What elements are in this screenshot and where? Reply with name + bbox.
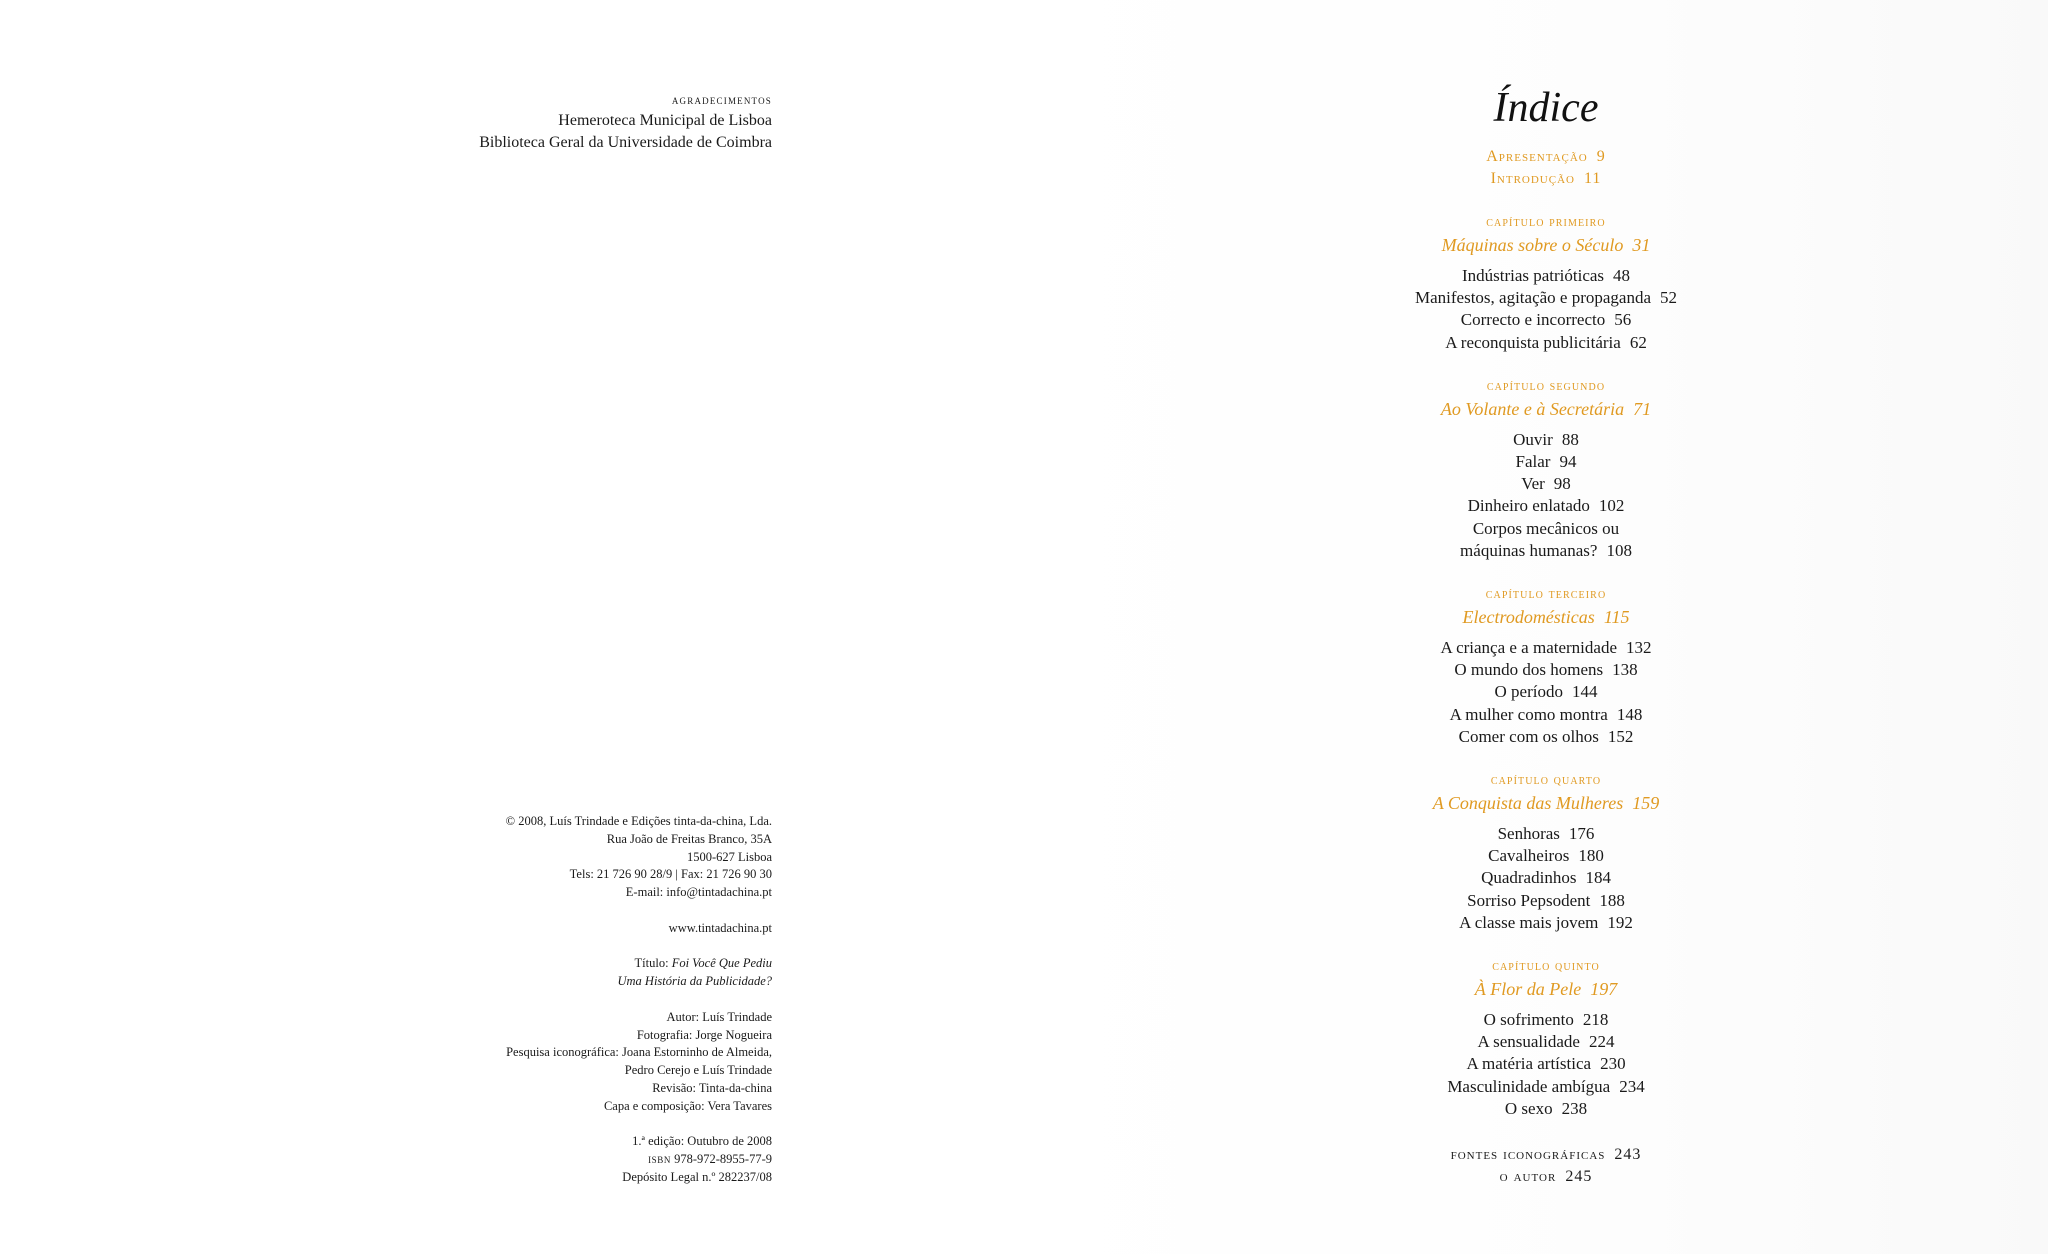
acknowledgements-title: agradecimentos	[671, 92, 772, 107]
front-matter-entry-label: Apresentação	[1486, 148, 1588, 165]
chapter-block	[1346, 771, 1746, 934]
page-number: 144	[1571, 682, 1598, 702]
back-matter-entry	[1346, 1144, 1746, 1166]
toc-entry	[1346, 287, 1746, 309]
page-number: 56	[1614, 310, 1632, 330]
chapter-block	[1346, 585, 1746, 748]
chapter-label: capítulo primeiro	[1486, 215, 1606, 230]
page-number: 31	[1632, 235, 1651, 255]
toc-entry	[1346, 637, 1746, 659]
toc-entry-label: A classe mais jovem	[1459, 912, 1599, 932]
colophon	[506, 813, 772, 1187]
chapter-title	[1346, 397, 1746, 421]
back-matter-entry	[1346, 1166, 1746, 1188]
page-number: 243	[1614, 1146, 1642, 1164]
isbn-label: isbn	[648, 1152, 671, 1167]
toc-entry	[1346, 1053, 1746, 1075]
page-number: 94	[1559, 452, 1577, 472]
phone-line: Tels: 21 726 90 28/9 | Fax: 21 726 90 30	[569, 867, 772, 882]
toc-entry	[1346, 1076, 1746, 1098]
toc-entry	[1346, 659, 1746, 681]
research-line: Pesquisa iconográfica: Joana Estorninho de Almeida,	[506, 1045, 772, 1060]
page-number: 192	[1607, 912, 1633, 932]
toc-entry	[1346, 518, 1746, 540]
chapter-title-text: Ao Volante e à Secretária	[1440, 398, 1625, 419]
toc-entry-label: Indústrias patrióticas	[1461, 266, 1605, 285]
page-number: 224	[1588, 1032, 1615, 1052]
chapter-label: capítulo segundo	[1486, 378, 1606, 394]
toc-entry-label: Ver	[1521, 474, 1545, 494]
page-number: 184	[1585, 868, 1611, 888]
copyright-line: © 2008, Luís Trindade e Edições tinta-da-china, Lda.	[505, 814, 772, 828]
page-number: 159	[1632, 793, 1660, 814]
page-number: 52	[1660, 288, 1678, 308]
address-line: Rua João de Freitas Branco, 35A	[606, 831, 772, 846]
page-number: 71	[1633, 398, 1652, 419]
page-number: 180	[1578, 846, 1604, 866]
book-title-part-2: Uma História da Publicidade?	[617, 974, 772, 989]
chapter-block	[1346, 957, 1746, 1120]
toc-entry	[1346, 726, 1746, 748]
toc-entry-label: O período	[1494, 682, 1563, 702]
toc-entry	[1346, 451, 1746, 473]
toc-entry	[1346, 309, 1746, 331]
chapter-label: capítulo quinto	[1492, 959, 1600, 975]
acknowledgements	[479, 90, 772, 154]
page-number: 238	[1561, 1098, 1588, 1118]
page-number: 9	[1596, 148, 1606, 165]
page-number: 62	[1629, 332, 1647, 352]
author-line: Autor: Luís Trindade	[666, 1009, 772, 1024]
toc-entry-label: Dinheiro enlatado	[1467, 496, 1590, 516]
back-matter-label: o autor	[1499, 1168, 1557, 1186]
toc-entry-label: Correcto e incorrecto	[1460, 310, 1606, 330]
toc-entry-label: Manifestos, agitação e propaganda	[1414, 288, 1652, 308]
back-matter	[1346, 1144, 1746, 1188]
toc-entry-label: Comer com os olhos	[1458, 726, 1599, 746]
toc-entry	[1346, 1031, 1746, 1053]
chapter-label: capítulo quarto	[1490, 773, 1602, 789]
toc-entry	[1346, 265, 1746, 287]
book-title-part-1: Foi Você Que Pediu	[671, 956, 772, 971]
isbn-line	[506, 1151, 772, 1169]
toc-entry-label: A sensualidade	[1477, 1032, 1580, 1052]
toc-entry	[1346, 867, 1746, 889]
front-matter-entry	[1346, 146, 1746, 168]
toc-entry-label: Quadradinhos	[1481, 868, 1577, 888]
toc-entry	[1346, 912, 1746, 934]
toc-entry	[1346, 704, 1746, 726]
cover-line: Capa e composição: Vera Tavares	[603, 1098, 772, 1113]
chapter-title	[1346, 791, 1746, 815]
website-line: www.tintadachina.pt	[668, 920, 772, 935]
toc-entry	[1346, 1009, 1746, 1031]
page-number: 102	[1598, 496, 1625, 516]
toc-entry-label: máquinas humanas?	[1460, 540, 1598, 560]
toc-entry-label: Falar	[1515, 452, 1551, 472]
email-line: E-mail: info@tintadachina.pt	[625, 885, 772, 900]
toc-entry-label: O sofrimento	[1483, 1010, 1574, 1030]
back-matter-label: fontes iconográficas	[1450, 1146, 1606, 1164]
isbn-value: 978-972-8955-77-9	[674, 1152, 772, 1167]
chapter-title	[1346, 233, 1746, 257]
book-title-line	[506, 955, 772, 973]
toc-entry-label: Senhoras	[1497, 824, 1560, 844]
page-number: 108	[1606, 540, 1632, 560]
chapter-title-text: À Flor da Pele	[1474, 979, 1582, 1000]
toc-entry-label: A matéria artística	[1466, 1054, 1592, 1074]
legal-deposit-line: Depósito Legal n.º 282237/08	[622, 1169, 772, 1184]
chapters	[1346, 213, 1746, 1120]
address-line: 1500-627 Lisboa	[686, 849, 772, 864]
toc-entry	[1346, 890, 1746, 912]
page-number: 48	[1613, 266, 1631, 285]
toc-entry-label: Cavalheiros	[1488, 846, 1570, 866]
index-title: Índice	[1493, 85, 1599, 131]
page-number: 234	[1619, 1076, 1645, 1096]
page-number: 148	[1616, 704, 1643, 724]
chapter-title-text: Electrodomésticas	[1462, 607, 1595, 628]
book-title-label: Título:	[634, 956, 669, 971]
chapter-title-text: Máquinas sobre o Século	[1441, 235, 1624, 255]
toc-entry	[1346, 845, 1746, 867]
chapter-block	[1346, 213, 1746, 354]
page-number: 176	[1568, 824, 1595, 844]
chapter-title-text: A Conquista das Mulheres	[1432, 793, 1624, 814]
page-number: 115	[1603, 607, 1630, 628]
page-number: 218	[1582, 1010, 1609, 1030]
page-number: 98	[1553, 474, 1571, 494]
front-matter-entry	[1346, 168, 1746, 190]
edition-line: 1.ª edição: Outubro de 2008	[632, 1134, 772, 1149]
acknowledgement-line: Hemeroteca Municipal de Lisboa	[558, 112, 772, 129]
toc-entry-label: O sexo	[1504, 1098, 1553, 1118]
toc-entry-label: Ouvir	[1513, 429, 1553, 449]
page-number: 245	[1565, 1168, 1593, 1186]
toc-entry-label: A reconquista publicitária	[1445, 332, 1621, 352]
page-number: 88	[1561, 429, 1579, 449]
toc-entry-label: O mundo dos homens	[1454, 660, 1604, 680]
page-number: 230	[1600, 1054, 1626, 1074]
toc-entry-label: Corpos mecânicos ou	[1472, 518, 1620, 538]
chapter-label: capítulo terceiro	[1485, 587, 1607, 603]
toc-entry	[1346, 1098, 1746, 1120]
toc-entry	[1346, 495, 1746, 517]
front-matter-entry-label: Introdução	[1490, 170, 1575, 187]
chapter-block	[1346, 377, 1746, 562]
toc-entry-label: Masculinidade ambígua	[1447, 1076, 1611, 1096]
revision-line: Revisão: Tinta-da-china	[652, 1080, 772, 1095]
toc-entry	[1346, 473, 1746, 495]
page-number: 138	[1612, 660, 1638, 680]
acknowledgement-line: Biblioteca Geral da Universidade de Coimbra	[479, 134, 772, 151]
toc-entry	[1346, 681, 1746, 703]
toc-entry	[1346, 332, 1746, 354]
page-number: 11	[1583, 170, 1602, 187]
chapter-title	[1346, 605, 1746, 629]
toc-entry	[1346, 429, 1746, 451]
page-number: 152	[1607, 726, 1634, 746]
page-number: 197	[1590, 979, 1618, 1000]
photography-line: Fotografia: Jorge Nogueira	[636, 1027, 772, 1042]
table-of-contents	[1346, 78, 1746, 1188]
chapter-title	[1346, 977, 1746, 1001]
research-line: Pedro Cerejo e Luís Trindade	[624, 1063, 772, 1078]
toc-entry	[1346, 823, 1746, 845]
toc-entry-label: A mulher como montra	[1449, 704, 1608, 724]
toc-entry-label: Sorriso Pepsodent	[1467, 890, 1591, 910]
page-number: 188	[1599, 890, 1625, 910]
front-matter	[1346, 146, 1746, 190]
toc-entry-label: A criança e a maternidade	[1440, 638, 1617, 658]
page-number: 132	[1626, 638, 1652, 658]
toc-entry	[1346, 540, 1746, 562]
